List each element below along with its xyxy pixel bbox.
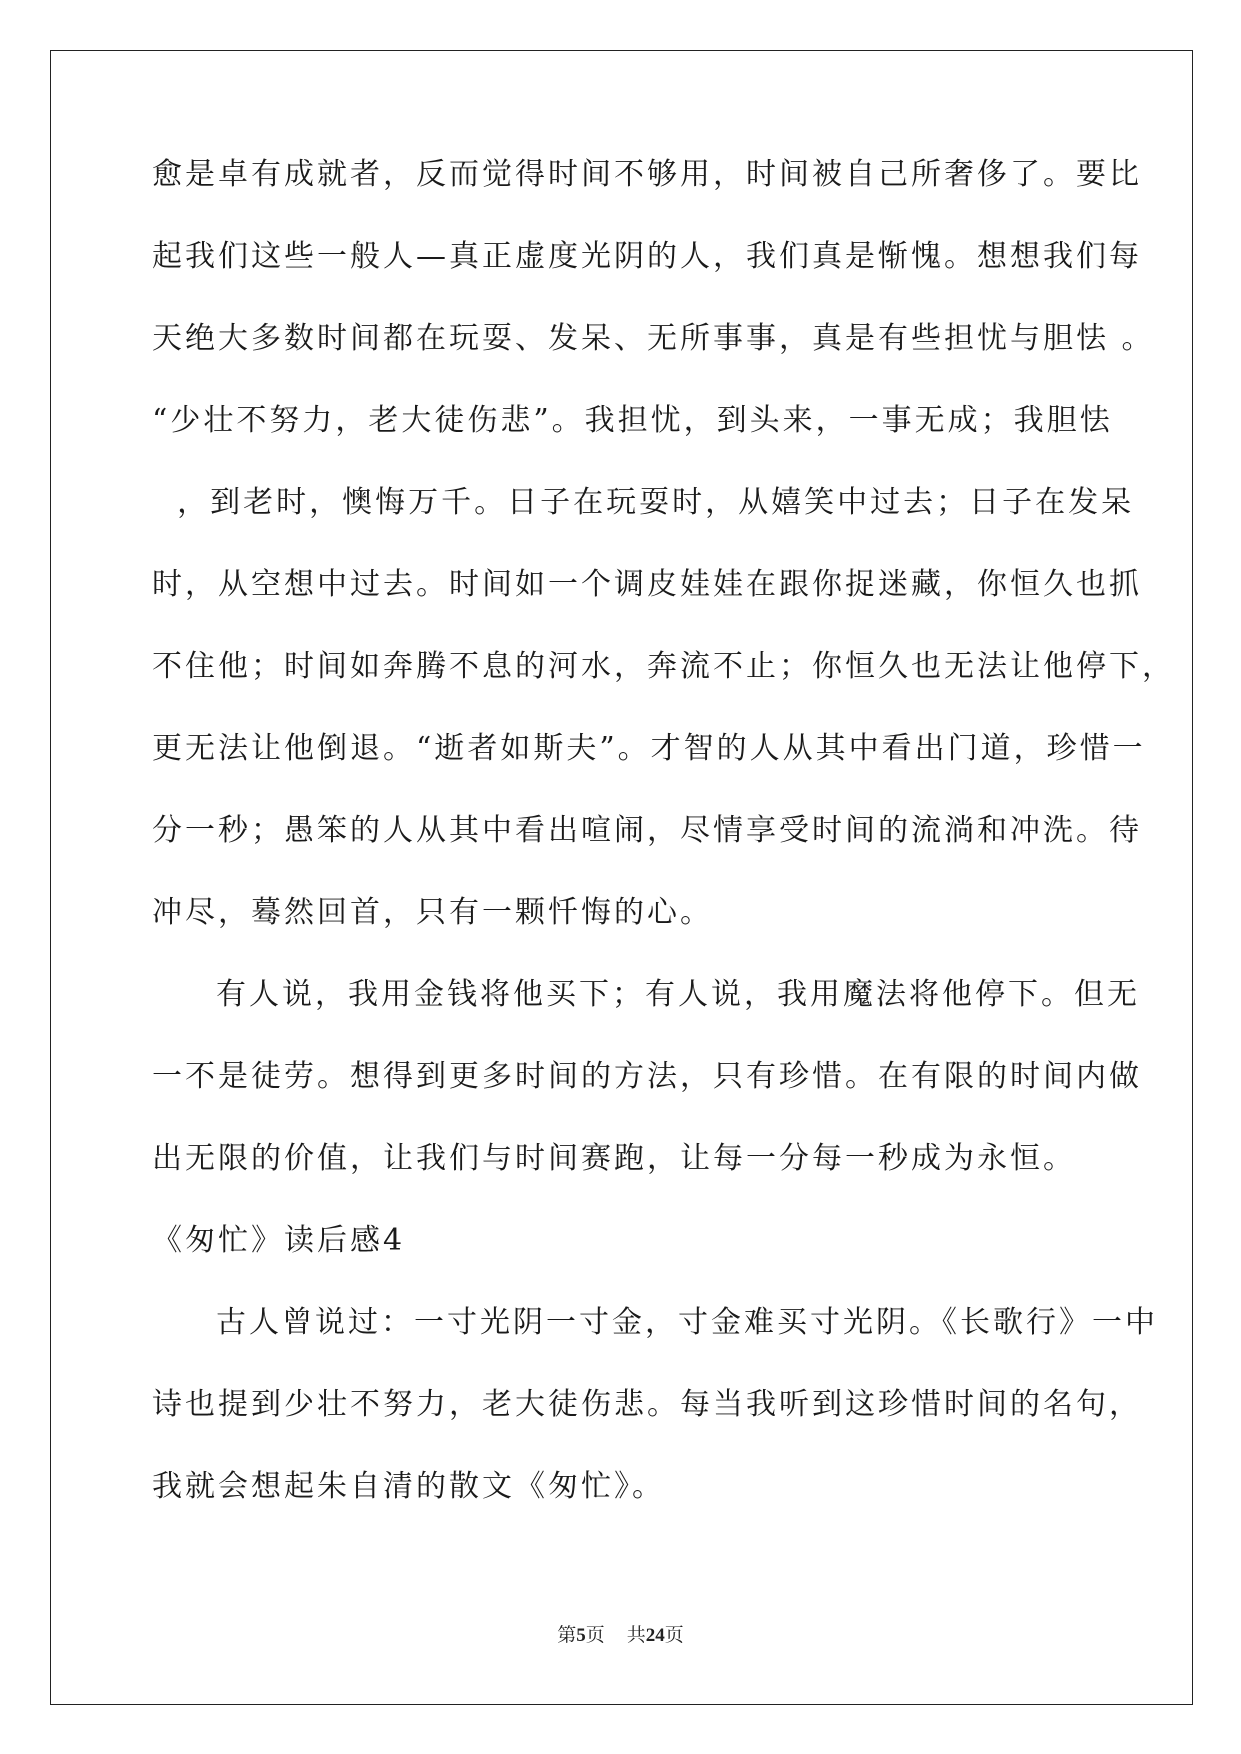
document-body — [152, 157, 1175, 1554]
paragraph-1 — [152, 157, 1175, 980]
page-footer — [0, 1620, 1241, 1647]
text-line: 诗也提到少壮不努力，老大徒伤悲。每当我听到这珍惜时间的名句， — [152, 1387, 1142, 1422]
text-line: 不住他；时间如奔腾不息的河水，奔流不止；你恒久也无法让他停下， — [152, 649, 1175, 684]
text-line: ，到老时，懊悔万千。日子在玩耍时，从嬉笑中过去；日子在发呆 — [152, 485, 1135, 520]
page-number: 5 — [576, 1625, 586, 1646]
text-line: 冲尽，蓦然回首，只有一颗忏悔的心。 — [152, 895, 713, 930]
text-line: 古人曾说过：一寸光阴一寸金，寸金难买寸光阴。《长歌行》一中 — [216, 1305, 1158, 1340]
total-prefix: 共 — [626, 1624, 646, 1646]
text-line: 分一秒；愚笨的人从其中看出喧闹，尽情享受时间的流淌和冲洗。待 — [152, 813, 1142, 848]
text-line: 更无法让他倒退。“逝者如斯夫”。才智的人从其中看出门道，珍惜一 — [152, 731, 1146, 766]
page-prefix: 第 — [557, 1624, 577, 1646]
paragraph-2 — [152, 977, 1142, 1226]
text-line: 出无限的价值，让我们与时间赛跑，让每一分每一秒成为永恒。 — [152, 1141, 1076, 1176]
total-pages: 24 — [645, 1625, 665, 1646]
text-line: 一不是徒劳。想得到更多时间的方法，只有珍惜。在有限的时间内做 — [152, 1059, 1142, 1094]
page-suffix: 页 — [585, 1624, 605, 1646]
paragraph-3 — [152, 1305, 1158, 1554]
text-line: 愈是卓有成就者，反而觉得时间不够用，时间被自己所奢侈了。要比 — [152, 157, 1142, 192]
text-line: 我就会想起朱自清的散文《匆忙》。 — [152, 1469, 665, 1504]
text-line: “少壮不努力，老大徒伤悲”。我担忧，到头来，一事无成；我胆怯 — [152, 403, 1113, 438]
section-heading: 《匆忙》读后感4 — [152, 1223, 406, 1258]
text-line: 有人说，我用金钱将他买下；有人说，我用魔法将他停下。但无 — [216, 977, 1140, 1012]
text-line: 时，从空想中过去。时间如一个调皮娃娃在跟你捉迷藏，你恒久也抓 — [152, 567, 1142, 602]
total-suffix: 页 — [664, 1624, 684, 1646]
text-line: 起我们这些一般人—真正虚度光阴的人，我们真是惭愧。想想我们每 — [152, 239, 1142, 274]
text-line: 天绝大多数时间都在玩耍、发呆、无所事事，真是有些担忧与胆怯 。 — [152, 321, 1155, 356]
